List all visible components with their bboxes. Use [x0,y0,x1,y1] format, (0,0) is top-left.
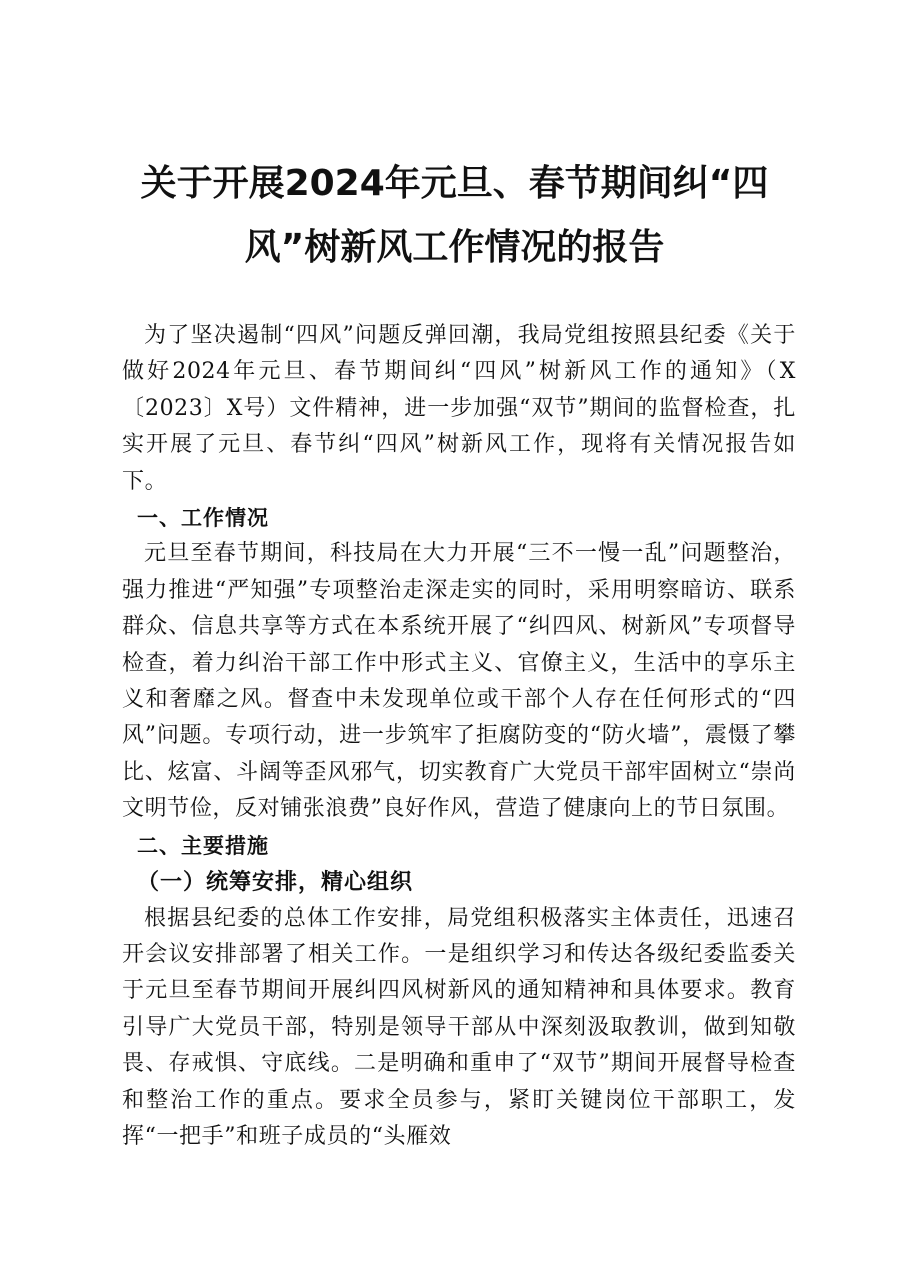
document-body [122,318,796,1155]
intro-paragraph: 为了坚决遏制“四风”问题反弹回潮，我局党组按照县纪委《关于做好2024年元旦、春节期间纠“四风”树新风工作的通知》（X〔2023〕X号）文件精神，进一步加强“双节”期间的监督检查，扎实开展了元旦、春节纠“四风”树新风工作，现将有关情况报告如下。 [122,323,796,494]
section-1-heading: 一、工作情况 [137,506,269,531]
document-title-line-2: 风”树新风工作情况的报告 [244,227,665,268]
section-1-paragraph: 元旦至春节期间，科技局在大力开展“三不一慢一乱”问题整治，强力推进“严知强”专项整治走深走实的同时，采用明察暗访、联系群众、信息共享等方式在本系统开展了“纠四风、树新风”专项督导检查，着力纠治干部工作中形式主义、官僚主义，生活中的享乐主义和奢靡之风。督查中未发现单位或干部个人存在任何形式的“四风”问题。专项行动，进一步筑牢了拒腐防变的“防火墙”，震慑了攀比、炫富、斗阔等歪风邪气，切实教育广大党员干部牢固树立“崇尚文明节俭，反对铺张浪费”良好作风，营造了健康向上的节日氛围。 [122,541,796,822]
section-2-subheading-1: （一）统筹安排，精心组织 [137,869,414,896]
document-title-line-1: 关于开展2024年元旦、春节期间纠“四 [140,163,769,204]
section-2-heading: 二、主要措施 [137,833,269,858]
section-2-paragraph: 根据县纪委的总体工作安排，局党组积极落实主体责任，迅速召开会议安排部署了相关工作。一是组织学习和传达各级纪委监委关于元旦至春节期间开展纠四风树新风的通知精神和具体要求。教育引导广大党员干部，特别是领导干部从中深刻汲取教训，做到知敬畏、存戒惧、守底线。二是明确和重申了“双节”期间开展督导检查和整治工作的重点。要求全员参与，紧盯关键岗位干部职工，发挥“一把手”和班子成员的“头雁效 [122,905,796,1149]
